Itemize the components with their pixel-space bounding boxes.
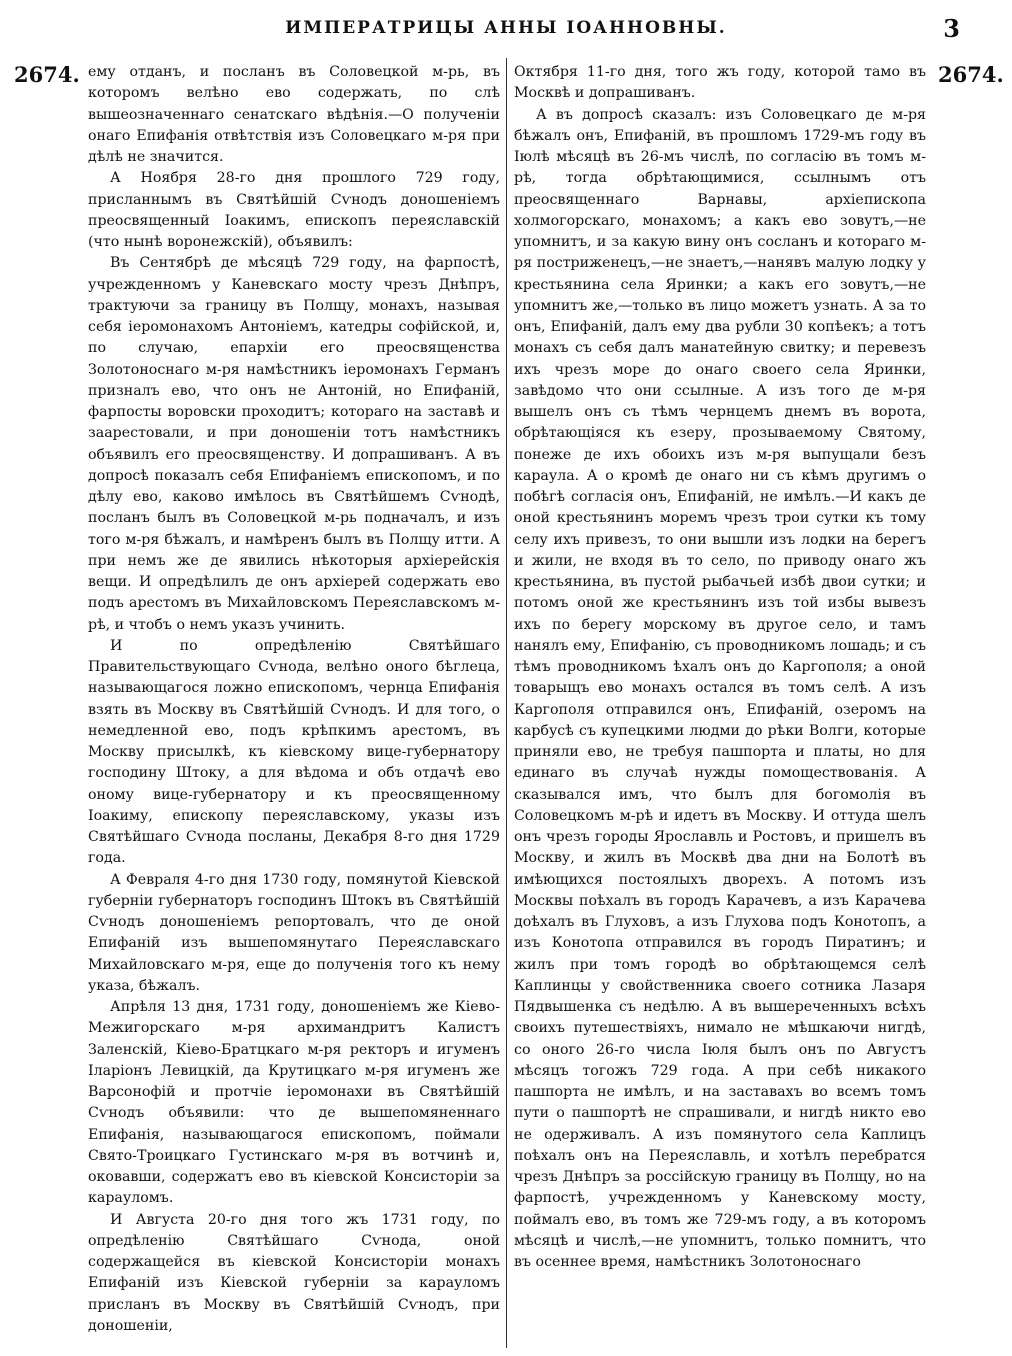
paragraph: Октября 11-го дня, того жъ году, которой тамо въ Москвѣ и допрашиванъ. (514, 64, 926, 102)
document-number-right: 2674. (938, 62, 1004, 87)
page-number: 3 (943, 14, 960, 43)
left-column (88, 62, 500, 1337)
right-column (514, 62, 926, 1273)
paragraph: А въ допросѣ сказалъ: изъ Соловецкаго де м-ря бѣжалъ онъ, Епифаній, въ прошломъ 1729-мъ году въ Іюлѣ мѣсяцѣ въ 26-мъ числѣ, по согласію въ томъ м-рѣ, тогда обрѣтающимися, ссылнымъ отъ преосвященнаго Варнавы, архіепископа холмогорскаго, монахомъ; а какъ ево зовутъ,—не упомнитъ, и за какую вину онъ сосланъ и котораго м-ря постриженецъ,—не знаетъ,—нанявъ малую лодку у крестьянина села Яринки; а какъ его зовутъ,—не упомнитъ же,—только въ лицо можетъ узнать. А за то онъ, Епифаній, далъ ему два рубли 30 копѣекъ; а тотъ монахъ съ себя далъ манатейную свитку; и перевезъ ихъ чрезъ море до онаго своего села Яринки, завѣдомо что они ссылные. А изъ того де м-ря вышелъ онъ съ тѣмъ чернцемъ днемъ въ ворота, обрѣтающіяся къ езеру, прозываемому Святому, понеже де ихъ обоихъ изъ м-ря выпущали безъ караула. А о кромѣ де онаго ни съ кѣмъ другимъ о побѣгѣ согласія онъ, Епифаній, не имѣлъ.—И какъ де оной крестьянинъ моремъ чрезъ трои сутки къ тому селу ихъ привезъ, то они вышли изъ лодки на берегъ и жили, не входя въ то село, по приводу онаго жъ крестьянина, въ пустой рыбачьей избѣ двои сутки; и потомъ оной же крестьянинъ изъ той избы вывезъ ихъ по берегу морскому въ другое село, и тамъ нанялъ ему, Епифанію, съ проводникомъ лошадь; и съ тѣмъ проводникомъ ѣхалъ онъ до Каргополя; а оной товарыщъ ево монахъ остался въ томъ селѣ. А изъ Каргополя отправился онъ, Епифаній, озеромъ на карбусѣ съ купецкими людми до рѣки Волги, которые приняли ево, не требуя пашпорта и платы, но для единаго въ случаѣ нужды помоществованія. А сказывался имъ, что былъ для богомолія въ Соловецкомъ м-рѣ и идетъ въ Москву. И оттуда шелъ онъ чрезъ городы Ярославль и Ростовъ, и пришелъ въ Москву, и жилъ въ Москвѣ два дни на Болотѣ въ имѣющихся постоялыхъ дворехъ. А потомъ изъ Москвы поѣхалъ въ городъ Карачевъ, а изъ Карачева доѣхалъ въ Глуховъ, а изъ Глухова подъ Конотопъ, а изъ Конотопа отправился въ городъ Пиратинъ; и жилъ при томъ городѣ во обрѣтающемся селѣ Каплинцы у свойственника своего сотника Лазаря Пядвышенка съ недѣлю. А въ вышереченныхъ всѣхъ своихъ путешествіяхъ, нимало не мѣшкаючи нигдѣ, со оного 26-го числа Іюля былъ онъ по Августъ мѣсяцъ тогожъ 729 года. А при себѣ никакого пашпорта не имѣлъ, и на заставахъ во всемъ томъ пути о пашпортѣ не спрашивали, и нигдѣ никто ево не одерживалъ. А изъ помянутого села Каплицъ поѣхалъ онъ на Переяславль, и хотѣлъ перебратся чрезъ Днѣпръ за россійскую границу въ Полщу, но на фарпостѣ, учрежденномъ у Каневскому мосту, поймалъ ево, въ томъ же 729-мъ году, а въ которомъ мѣсяцѣ и числѣ,—не упомнитъ, только помнитъ, что въ осеннее время, намѣстникъ Золотоноснаго (514, 106, 926, 1270)
column-divider (506, 58, 507, 1348)
running-title: ИМПЕРАТРИЦЫ АННЫ ІОАННОВНЫ. (285, 18, 727, 38)
paragraph: И по опредѣленію Святѣйшаго Правительствующаго Сѵнода, велѣно оного бѣглеца, называющагося ложно епископомъ, чернца Епифанія взять въ Москву въ Святѣйшій Сѵнодъ. И для того, о немедленной ево, подъ крѣпкимъ арестомъ, въ Москву присылкѣ, къ кіевскому вице-губернатору господину Штоку, а для вѣдома и объ отдачѣ ево оному вице-губернатору и къ преосвященному Іоакиму, епископу переяславскому, указы изъ Святѣйшаго Сѵнода посланы, Декабря 8-го дня 1729 года. (88, 637, 500, 867)
paragraph: Въ Сентябрѣ де мѣсяцѣ 729 году, на фарпостѣ, учрежденномъ у Каневскаго мосту чрезъ Днѣпръ, трактуючи за границу въ Полщу, монахъ, называя себя іеромонахомъ Антоніемъ, катедры софійской, и, по случаю, епархіи его преосвященства Золотоноснаго м-ря намѣстникъ іеромонахъ Германъ призналъ ево, что онъ не Антоній, но Епифаній, фарпосты воровски проходитъ; котораго на заставѣ и заарестовали, и при доношеніи тотъ намѣстникъ объявилъ его преосвященству. И допрашиванъ. А въ допросѣ показалъ себя Епифаніемъ епископомъ, и по дѣлу ево, каково имѣлось въ Святѣйшемъ Сѵнодѣ, посланъ былъ въ Соловецкой м-рь подначалъ, и изъ того м-ря бѣжалъ, и намѣренъ былъ въ Полщу итти. А при немъ же де явились нѣкоторыя архіерейскія вещи. И опредѣлилъ де онъ архіерей содержать ево подъ арестомъ въ Михайловскомъ Переяславскомъ м-рѣ, и чтобъ о немъ указъ учинить. (88, 255, 500, 633)
paragraph: И Августа 20-го дня того жъ 1731 году, по опредѣленію Святѣйшаго Сѵнода, оной содержащейся въ кіевской Консисторіи монахъ Епифаній изъ Кіевской губерніи за карауломъ присланъ въ Москву въ Святѣйшій Сѵнодъ, при доношеніи, (88, 1211, 500, 1334)
paragraph: ему отданъ, и посланъ въ Соловецкой м-рь, въ которомъ велѣно ево содержать, по слѣ вышеозначеннаго сенатскаго вѣдѣнія.—О полученіи онаго Епифанія отвѣтствія изъ Соловецкаго м-ря при дѣлѣ не значится. (88, 64, 500, 165)
paragraph: Апрѣля 13 дня, 1731 году, доношеніемъ же Кіево-Межигорскаго м-ря архимандритъ Калистъ Заленскій, Кіево-Братцкаго м-ря ректоръ и игуменъ Іларіонъ Левицкій, да Крутицкаго м-ря игуменъ же Варсонофій и протчіе іеромонахи въ Святѣйшій Сѵнодъ объявили: что де вышепомяненнаго Епифанія, называющагося епископомъ, поймали Свято-Троицкаго Густинскаго м-ря въ вотчинѣ и, оковавши, содержатъ ево въ кіевской Консисторіи за карауломъ. (88, 999, 500, 1207)
paragraph: А Февраля 4-го дня 1730 году, помянутой Кіевской губерніи губернаторъ господинъ Штокъ въ Святѣйшій Сѵнодъ доношеніемъ репортовалъ, что де оной Епифаній изъ вышепомянутаго Переяславскаго Михайловскаго м-ря, еще до полученія того къ нему указа, бѣжалъ. (88, 871, 500, 994)
paragraph: А Ноября 28-го дня прошлого 729 году, присланнымъ въ Святѣйшій Сѵнодъ доношеніемъ преосвященный Іоакимъ, епископъ переяславскій (что нынѣ воронежскій), объявилъ: (88, 170, 500, 250)
document-number-left: 2674. (14, 62, 80, 87)
page-header (0, 14, 1012, 44)
